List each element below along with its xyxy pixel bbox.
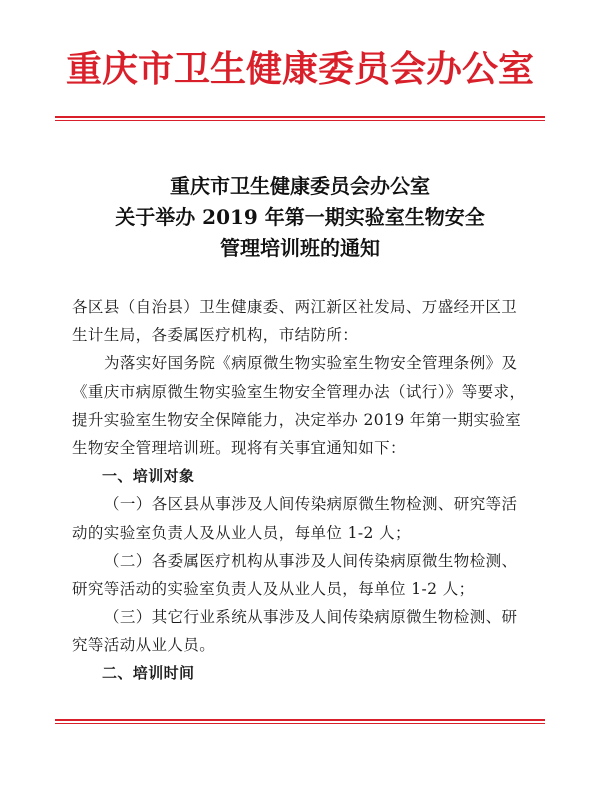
letterhead-rule-top [55, 116, 545, 120]
notice-title-line-3: 管理培训班的通知 [220, 236, 380, 260]
notice-title-line-1: 重庆市卫生健康委员会办公室 [170, 174, 430, 198]
body-line: 动的实验室负责人及从业人员，每单位 1-2 人； [72, 523, 411, 542]
body-line: 为落实好国务院《病原微生物实验室生物安全管理条例》及 [104, 354, 518, 373]
rule-thin-line [55, 723, 545, 724]
section-heading: 一、培训对象 [102, 467, 195, 486]
notice-body [72, 293, 528, 688]
body-line: （一）各区县从事涉及人间传染病原微生物检测、研究等活 [104, 495, 518, 514]
body-line: 究等活动从业人员。 [72, 636, 216, 655]
body-line: 各区县（自治县）卫生健康委、两江新区社发局、万盛经开区卫 [72, 298, 518, 316]
body-line: 《重庆市病原微生物实验室生物安全管理办法（试行）》等要求， [72, 382, 526, 401]
body-line: 提升实验室生物安全保障能力，决定举办 2019 年第一期实验室 [72, 410, 522, 429]
body-line: 生计生局，各委属医疗机构，市结防所： [72, 326, 359, 345]
body-line: 研究等活动的实验室负责人及从业人员，每单位 1-2 人； [72, 579, 475, 598]
footer-rule [55, 719, 545, 723]
body-line: （三）其它行业系统从事涉及人间传染病原微生物检测、研 [104, 608, 518, 627]
section-heading: 二、培训时间 [102, 664, 195, 683]
body-line: 生物安全管理培训班。现将有关事宜通知如下： [72, 438, 406, 457]
letterhead-title: 重庆市卫生健康委员会办公室 [65, 49, 534, 90]
notice-title-line-2: 关于举办 2019 年第一期实验室生物安全 [115, 205, 485, 229]
rule-thick-line [55, 116, 545, 118]
rule-thin-line [55, 120, 545, 121]
rule-thick-line [55, 719, 545, 721]
body-line: （二）各委属医疗机构从事涉及人间传染病原微生物检测、 [104, 551, 518, 570]
notice-title [0, 171, 600, 264]
